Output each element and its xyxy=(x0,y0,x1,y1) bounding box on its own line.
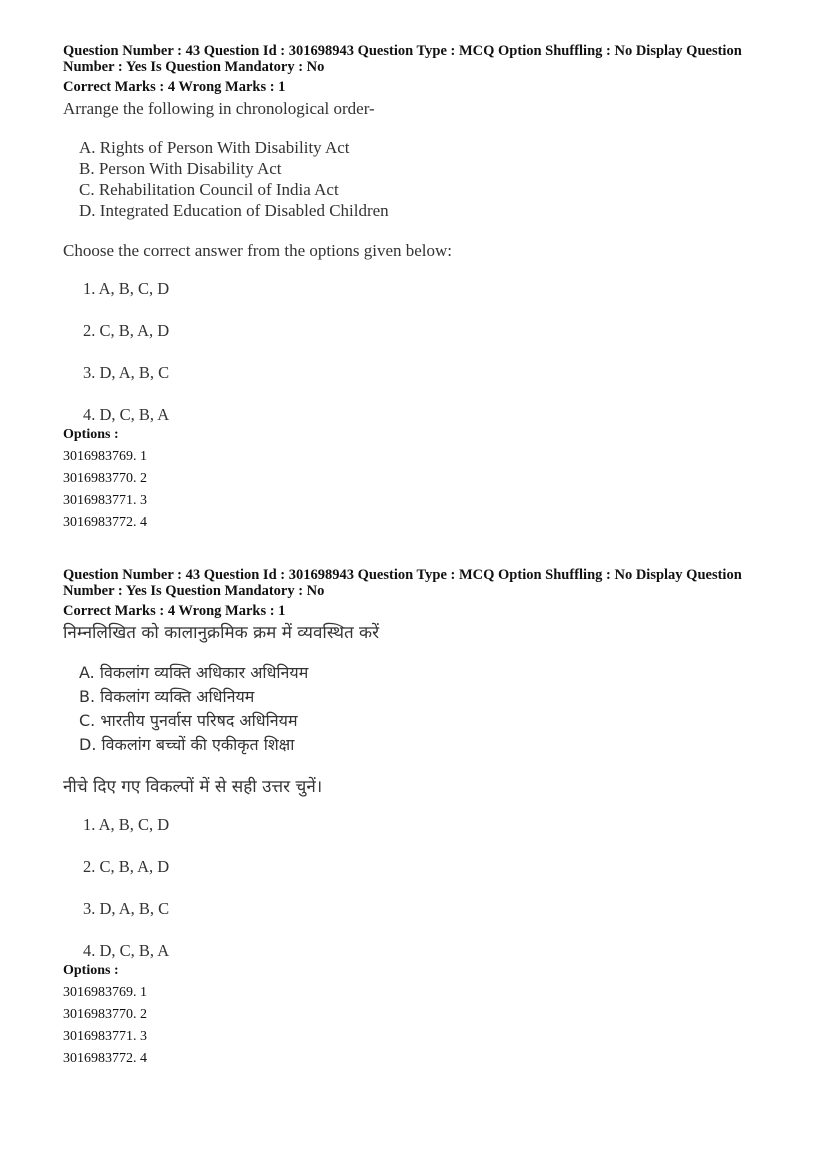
question-block-english xyxy=(63,43,763,537)
option-id-item: 3016983771. 3 xyxy=(63,1029,147,1044)
answer-option: 4. D, C, B, A xyxy=(83,405,170,424)
statement-item: D. विकलांग बच्चों की एकीकृत शिक्षा xyxy=(79,735,295,754)
option-id-item: 3016983770. 2 xyxy=(63,1007,147,1022)
answer-option: 1. A, B, C, D xyxy=(83,279,170,298)
options-heading: Options : xyxy=(63,963,119,978)
question-block-hindi xyxy=(63,567,763,1073)
answer-option: 3. D, A, B, C xyxy=(83,899,170,918)
question-meta-line2: Number : Yes Is Question Mandatory : No xyxy=(63,59,325,75)
option-id-item: 3016983772. 4 xyxy=(63,515,147,530)
question-marks: Correct Marks : 4 Wrong Marks : 1 xyxy=(63,79,286,95)
answer-option: 2. C, B, A, D xyxy=(83,857,170,876)
answer-option: 1. A, B, C, D xyxy=(83,815,170,834)
statement-item: C. Rehabilitation Council of India Act xyxy=(79,180,339,199)
statement-list xyxy=(79,137,763,221)
option-id-item: 3016983770. 2 xyxy=(63,471,147,486)
statement-item: A. Rights of Person With Disability Act xyxy=(79,138,350,157)
question-meta-line1: Question Number : 43 Question Id : 301698943 Question Type : MCQ Option Shuffling : No Display Question xyxy=(63,43,742,59)
question-text: Arrange the following in chronological order- xyxy=(63,99,375,118)
statement-item: D. Integrated Education of Disabled Children xyxy=(79,201,389,220)
answer-option-list xyxy=(83,815,763,961)
choose-instruction: नीचे दिए गए विकल्पों में से सही उत्तर चुनें। xyxy=(63,777,323,797)
option-id-item: 3016983769. 1 xyxy=(63,985,147,1000)
statement-item: A. विकलांग व्यक्ति अधिकार अधिनियम xyxy=(79,663,309,682)
answer-option-list xyxy=(83,279,763,425)
answer-option: 4. D, C, B, A xyxy=(83,941,170,960)
statement-item: C. भारतीय पुनर्वास परिषद अधिनियम xyxy=(79,711,298,730)
option-id-item: 3016983771. 3 xyxy=(63,493,147,508)
answer-option: 2. C, B, A, D xyxy=(83,321,170,340)
option-id-list xyxy=(63,985,763,1073)
options-heading: Options : xyxy=(63,427,119,442)
option-id-item: 3016983769. 1 xyxy=(63,449,147,464)
statement-item: B. Person With Disability Act xyxy=(79,159,282,178)
choose-instruction: Choose the correct answer from the options given below: xyxy=(63,241,453,260)
statement-item: B. विकलांग व्यक्ति अधिनियम xyxy=(79,687,255,706)
question-text: निम्नलिखित को कालानुक्रमिक क्रम में व्यवस्थित करें xyxy=(63,623,380,643)
statement-list xyxy=(79,661,763,757)
question-marks: Correct Marks : 4 Wrong Marks : 1 xyxy=(63,603,286,619)
question-meta-line1: Question Number : 43 Question Id : 301698943 Question Type : MCQ Option Shuffling : No Display Question xyxy=(63,567,742,583)
option-id-list xyxy=(63,449,763,537)
option-id-item: 3016983772. 4 xyxy=(63,1051,147,1066)
answer-option: 3. D, A, B, C xyxy=(83,363,170,382)
question-meta-line2: Number : Yes Is Question Mandatory : No xyxy=(63,583,325,599)
